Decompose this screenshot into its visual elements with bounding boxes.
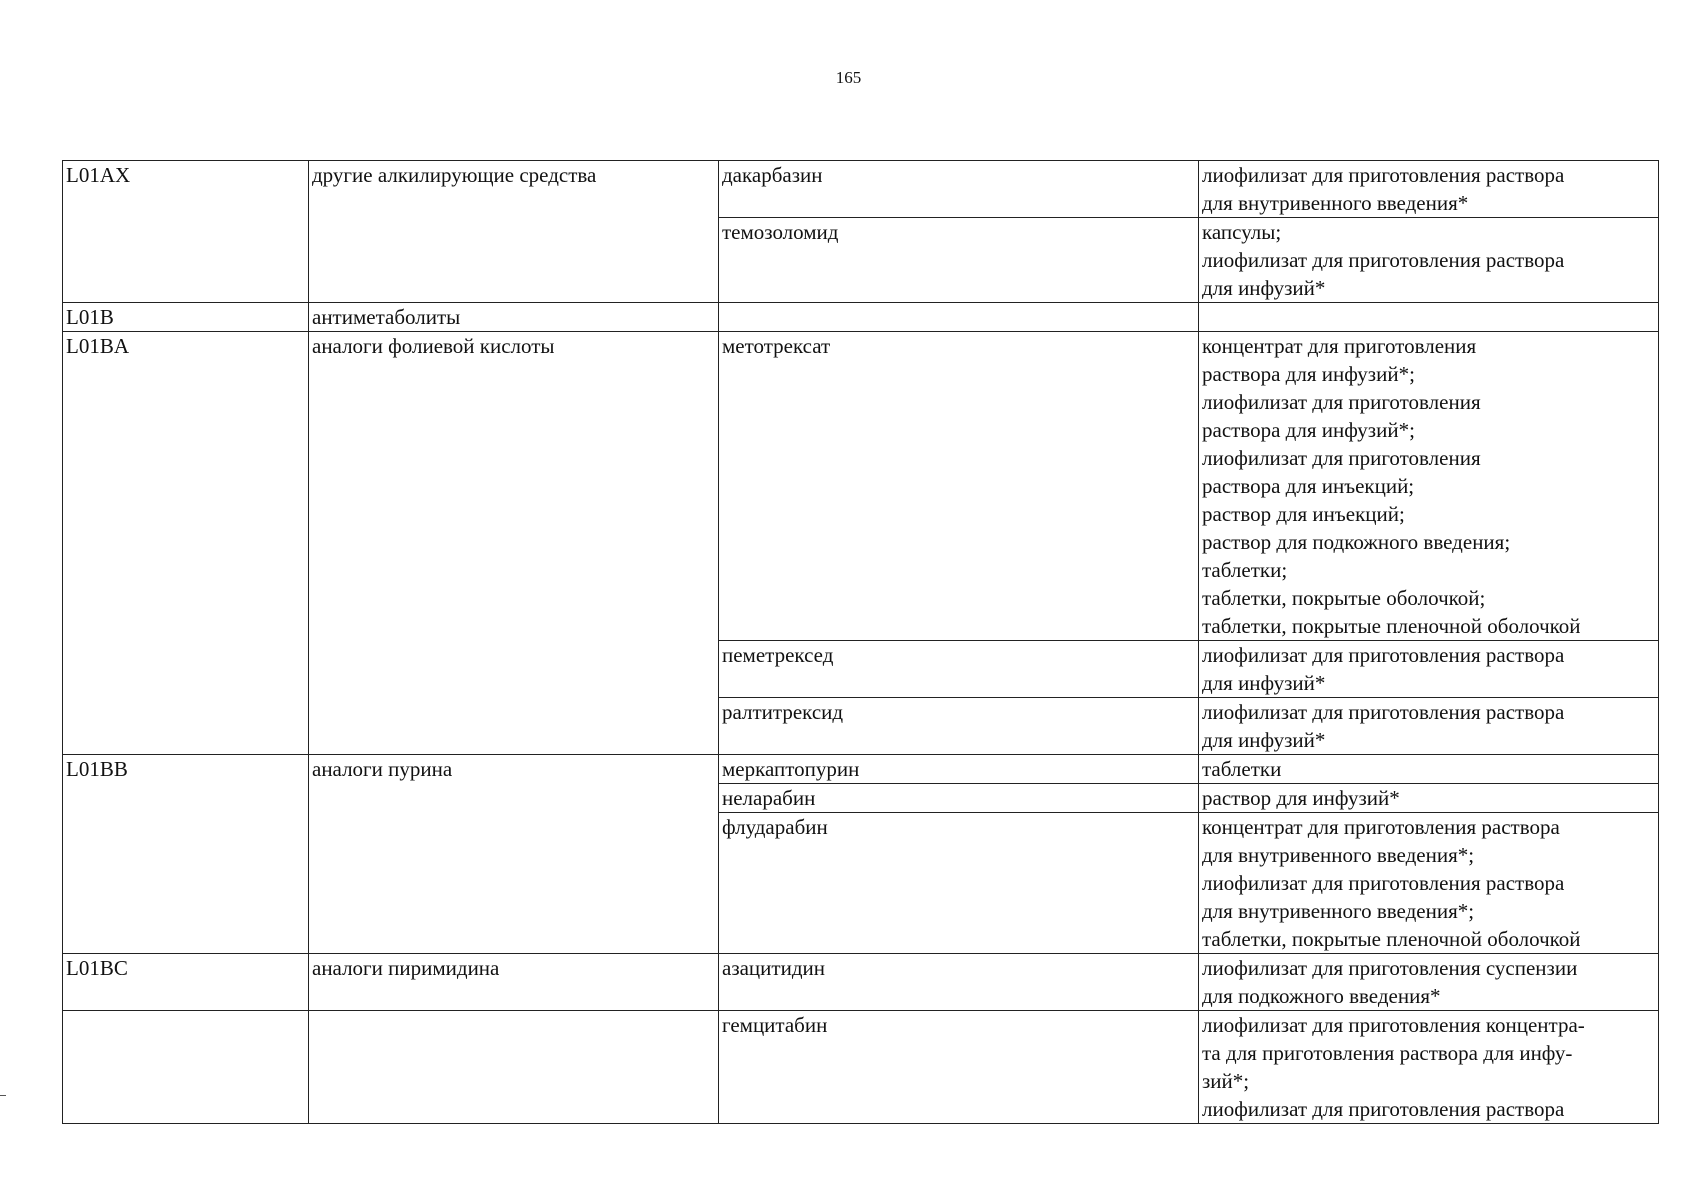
dosage-form-line: лиофилизат для приготовления раствора — [1202, 643, 1565, 667]
dosage-form-line: концентрат для приготовления раствора — [1202, 815, 1560, 839]
atc-code-cell — [63, 1011, 309, 1124]
drug-name-cell: гемцитабин — [719, 1011, 1199, 1124]
dosage-form-line: та для приготовления раствора для инфу- — [1202, 1041, 1573, 1065]
dosage-form-line: лиофилизат для приготовления концентра- — [1202, 1013, 1585, 1037]
dosage-form-line: лиофилизат для приготовления раствора — [1202, 163, 1565, 187]
dosage-forms-cell — [1199, 332, 1659, 641]
dosage-form-line: лиофилизат для приготовления раствора — [1202, 248, 1565, 272]
scan-margin-mark — [0, 1095, 6, 1096]
atc-code-cell: L01AX — [63, 161, 309, 303]
drug-name-cell: дакарбазин — [719, 161, 1199, 218]
drug-table — [62, 160, 1659, 1124]
dosage-form-line: раствора для инфузий*; — [1202, 362, 1415, 386]
table-row — [63, 954, 1659, 1011]
dosage-form-line: раствор для инфузий* — [1202, 786, 1400, 810]
dosage-form-line: для внутривенного введения*; — [1202, 899, 1475, 923]
drug-name-cell: азацитидин — [719, 954, 1199, 1011]
dosage-forms-cell — [1199, 813, 1659, 954]
drug-name-cell: флударабин — [719, 813, 1199, 954]
atc-code-cell: L01BB — [63, 755, 309, 954]
dosage-forms-cell — [1199, 698, 1659, 755]
table-row — [63, 332, 1659, 641]
dosage-form-line: лиофилизат для приготовления раствора — [1202, 871, 1565, 895]
dosage-form-line: для инфузий* — [1202, 728, 1326, 752]
dosage-form-line: зий*; — [1202, 1069, 1250, 1093]
table-row — [63, 1011, 1659, 1124]
anatomical-group-cell: другие алкилирующие средства — [309, 161, 719, 303]
anatomical-group-cell: антиметаболиты — [309, 303, 719, 332]
anatomical-group-cell — [309, 1011, 719, 1124]
atc-code-cell: L01BC — [63, 954, 309, 1011]
dosage-form-line: лиофилизат для приготовления раствора — [1202, 1097, 1565, 1121]
drug-name-cell: меркаптопурин — [719, 755, 1199, 784]
dosage-forms-cell — [1199, 954, 1659, 1011]
anatomical-group-cell: аналоги фолиевой кислоты — [309, 332, 719, 755]
dosage-form-line: лиофилизат для приготовления — [1202, 446, 1481, 470]
dosage-forms-cell — [1199, 161, 1659, 218]
dosage-form-line: раствора для инфузий*; — [1202, 418, 1415, 442]
dosage-form-line: таблетки, покрытые пленочной оболочкой — [1202, 614, 1581, 638]
drug-name-cell: неларабин — [719, 784, 1199, 813]
dosage-form-line: таблетки, покрытые пленочной оболочкой — [1202, 927, 1581, 951]
dosage-form-line: лиофилизат для приготовления раствора — [1202, 700, 1565, 724]
dosage-form-line: раствора для инъекций; — [1202, 474, 1415, 498]
dosage-form-line: для внутривенного введения* — [1202, 191, 1469, 215]
dosage-form-line: раствор для инъекций; — [1202, 502, 1405, 526]
dosage-form-line: таблетки — [1202, 757, 1282, 781]
dosage-form-line: таблетки, покрытые оболочкой; — [1202, 586, 1486, 610]
dosage-forms-cell — [1199, 755, 1659, 784]
drug-name-cell: ралтитрексид — [719, 698, 1199, 755]
dosage-form-line: концентрат для приготовления — [1202, 334, 1477, 358]
dosage-forms-cell — [1199, 641, 1659, 698]
dosage-form-line: раствор для подкожного введения; — [1202, 530, 1511, 554]
table-row — [63, 161, 1659, 218]
dosage-form-line: для инфузий* — [1202, 276, 1326, 300]
dosage-form-line: лиофилизат для приготовления — [1202, 390, 1481, 414]
dosage-form-line: для внутривенного введения*; — [1202, 843, 1475, 867]
page-number: 165 — [835, 68, 862, 87]
anatomical-group-cell: аналоги пурина — [309, 755, 719, 954]
table-row — [63, 755, 1659, 784]
dosage-form-line: капсулы; — [1202, 220, 1282, 244]
dosage-form-line: для инфузий* — [1202, 671, 1326, 695]
drug-name-cell — [719, 303, 1199, 332]
atc-code-cell: L01B — [63, 303, 309, 332]
dosage-form-line: лиофилизат для приготовления суспензии — [1202, 956, 1578, 980]
dosage-form-line: для подкожного введения* — [1202, 984, 1441, 1008]
dosage-forms-cell — [1199, 784, 1659, 813]
dosage-forms-cell — [1199, 1011, 1659, 1124]
anatomical-group-cell: аналоги пиримидина — [309, 954, 719, 1011]
drug-name-cell: метотрексат — [719, 332, 1199, 641]
atc-code-cell: L01BA — [63, 332, 309, 755]
dosage-form-line: таблетки; — [1202, 558, 1288, 582]
dosage-forms-cell — [1199, 303, 1659, 332]
drug-name-cell: пеметрексед — [719, 641, 1199, 698]
drug-name-cell: темозоломид — [719, 218, 1199, 303]
dosage-forms-cell — [1199, 218, 1659, 303]
table-row — [63, 303, 1659, 332]
